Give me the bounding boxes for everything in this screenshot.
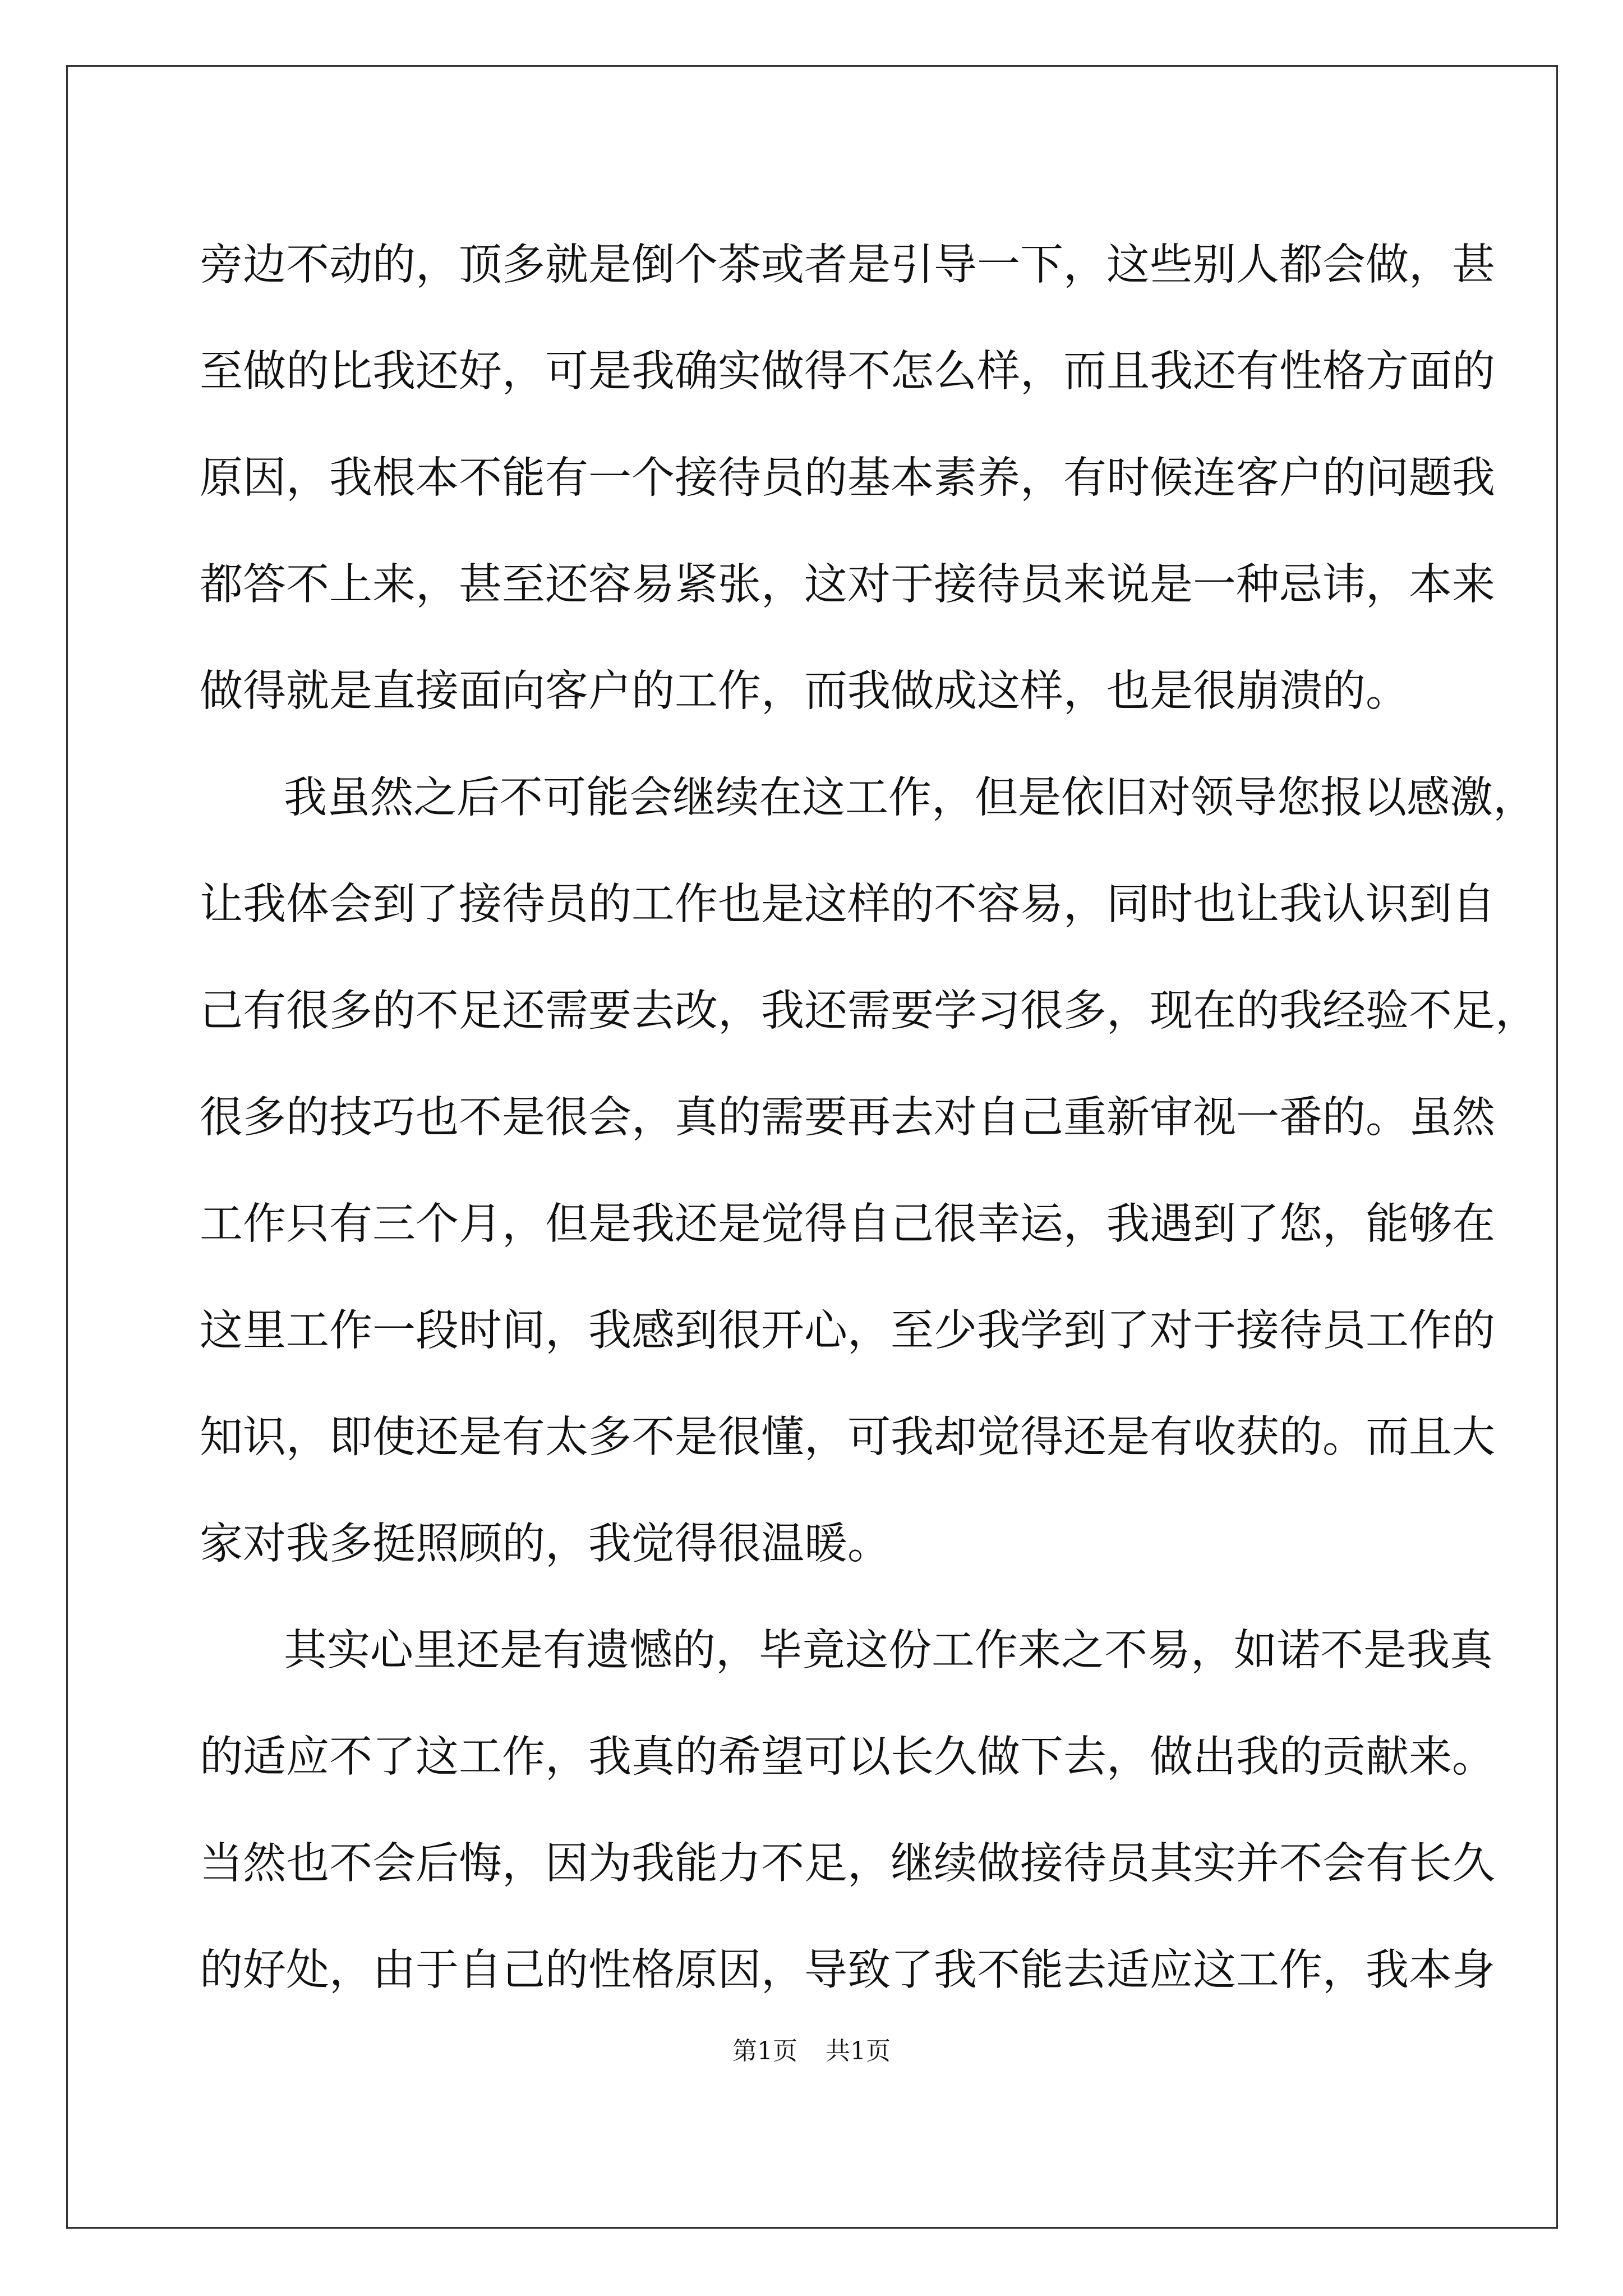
page-footer: [0, 2031, 1623, 2067]
paragraph-line: 很多的技巧也不是很会，真的需要再去对自己重新审视一番的。虽然: [200, 1093, 1495, 1143]
paragraph-line: 当然也不会后悔，因为我能力不足，继续做接待员其实并不会有长久: [200, 1839, 1495, 1889]
page-total: 共1页: [826, 2037, 891, 2065]
document-body: [200, 212, 1538, 2024]
paragraph-line: 其实心里还是有遗憾的，毕竟这份工作来之不易，如诺不是我真: [284, 1626, 1493, 1676]
paragraph-line: 这里工作一段时间，我感到很开心，至少我学到了对于接待员工作的: [200, 1306, 1495, 1356]
paragraph-line: 旁边不动的，顶多就是倒个茶或者是引导一下，这些别人都会做，甚: [200, 240, 1495, 290]
page-number: 第1页: [732, 2037, 797, 2065]
paragraph-line: 至做的比我还好，可是我确实做得不怎么样，而且我还有性格方面的: [200, 347, 1495, 397]
paragraph-line: 原因，我根本不能有一个接待员的基本素养，有时候连客户的问题我: [200, 453, 1495, 503]
paragraph-line: 知识，即使还是有太多不是很懂，可我却觉得还是有收获的。而且大: [200, 1412, 1495, 1462]
paragraph-line: 的好处，由于自己的性格原因，导致了我不能去适应这工作，我本身: [200, 1945, 1495, 1995]
paragraph-line: 做得就是直接面向客户的工作，而我做成这样，也是很崩溃的。: [200, 666, 1409, 716]
paragraph-line: 让我体会到了接待员的工作也是这样的不容易，同时也让我认识到自: [200, 880, 1495, 930]
paragraph-line: 工作只有三个月，但是我还是觉得自己很幸运，我遇到了您，能够在: [200, 1199, 1495, 1249]
paragraph-line: 己有很多的不足还需要去改，我还需要学习很多，现在的我经验不足，: [200, 986, 1538, 1036]
paragraph-line: 家对我多挺照顾的，我觉得很温暖。: [200, 1519, 891, 1569]
paragraph-line: 的适应不了这工作，我真的希望可以长久做下去，做出我的贡献来。: [200, 1732, 1495, 1782]
paragraph-line: 都答不上来，甚至还容易紧张，这对于接待员来说是一种忌讳，本来: [200, 560, 1495, 610]
paragraph-line: 我虽然之后不可能会继续在这工作，但是依旧对领导您报以感激，: [284, 773, 1536, 823]
